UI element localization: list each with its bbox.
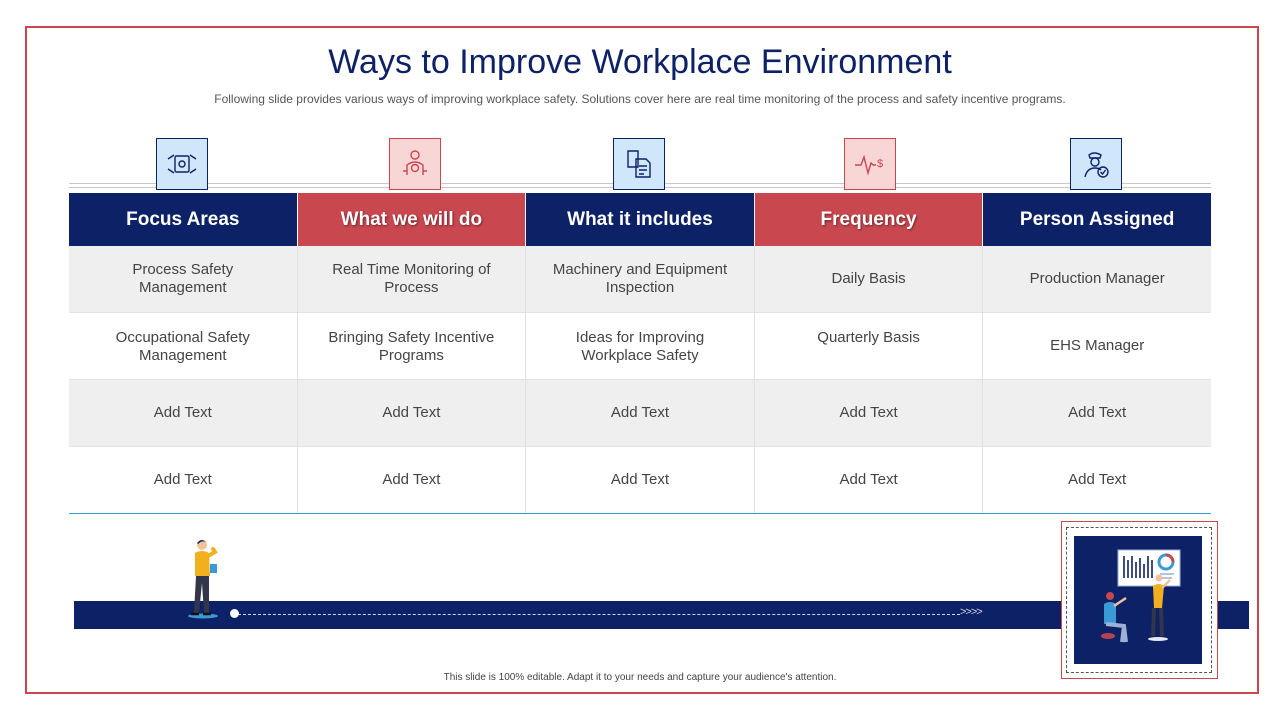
table-cell: Process Safety Management [69,246,298,312]
table-cell: Quarterly Basis [755,313,984,379]
page-subtitle: Following slide provides various ways of improving workplace safety. Solutions cover here are real time monitoring of the process and safety incentive programs. [214,92,1066,106]
table-cell: Add Text [298,380,527,446]
table-row [69,246,1211,313]
header-what-it-includes: What it includes [526,193,755,246]
hands-exchange-icon [156,138,208,190]
table-cell: Occupational Safety Management [69,313,298,379]
svg-text:$: $ [877,158,884,170]
heartbeat-dollar-icon [844,138,896,190]
table-cell: Add Text [298,447,527,513]
table-cell: Bringing Safety Incentive Programs [298,313,527,379]
table-cell: Add Text [69,380,298,446]
timeline-arrows: >>>> [960,606,982,618]
footer-note: This slide is 100% editable. Adapt it to your needs and capture your audience's attention. [443,672,837,683]
page-title: Ways to Improve Workplace Environment [328,43,952,81]
table-row [69,313,1211,380]
improvement-table [69,193,1211,514]
table-cell: Real Time Monitoring of Process [298,246,527,312]
table-cell: Add Text [526,380,755,446]
table-cell: Machinery and Equipment Inspection [526,246,755,312]
timeline-start-dot [230,609,239,618]
table-cell: Ideas for Improving Workplace Safety [526,313,755,379]
table-cell: Add Text [526,447,755,513]
person-target-icon [389,138,441,190]
header-what-we-will-do: What we will do [298,193,527,246]
timeline-dashed-line [238,614,960,615]
table-row [69,380,1211,447]
table-cell: Add Text [755,447,984,513]
table-cell: Daily Basis [755,246,984,312]
table-cell: Add Text [69,447,298,513]
header-focus-areas: Focus Areas [69,193,298,246]
table-header-row [69,193,1211,246]
presentation-illustration [1074,536,1202,664]
thinking-man-illustration [185,538,223,620]
table-cell: Add Text [1068,471,1127,488]
table-cell: Production Manager [1029,270,1165,287]
officer-check-icon [1070,138,1122,190]
table-cell: Add Text [1068,404,1127,421]
documents-icon [613,138,665,190]
table-cell: Add Text [755,380,984,446]
table-row [69,447,1211,514]
header-person-assigned: Person Assigned [983,193,1211,246]
header-frequency: Frequency [755,193,984,246]
table-cell: EHS Manager [1050,337,1145,354]
